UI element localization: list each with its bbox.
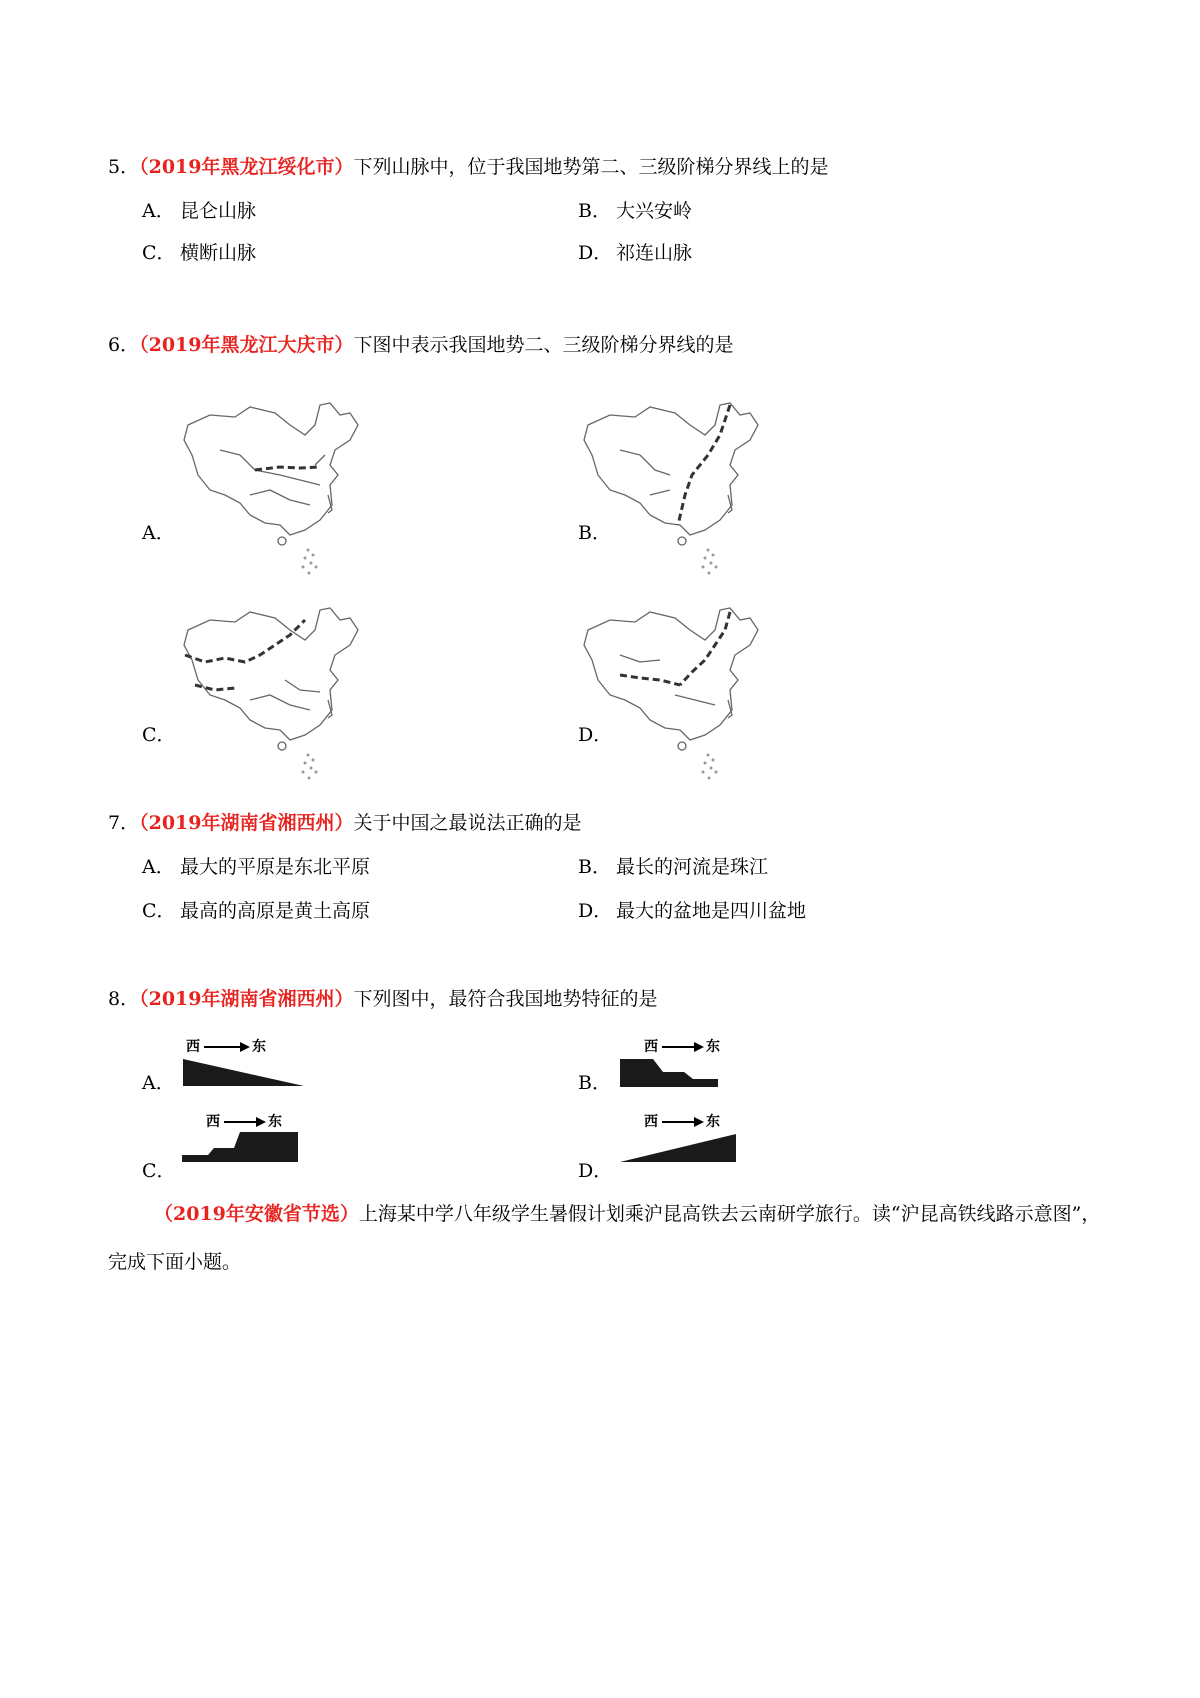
option-d[interactable]: D． 最大的盆地是四川盆地 (578, 900, 807, 922)
question-source: （2019年湖南省湘西州） (139, 812, 354, 834)
option-b[interactable]: B． (578, 522, 611, 544)
option-b[interactable]: B． 最长的河流是珠江 (578, 856, 769, 878)
passage-text: 上海某中学八年级学生暑假计划乘沪昆高铁去云南研学旅行。读“沪昆高铁线路示意图”，完成下面小题。 (108, 1203, 1101, 1273)
option-d[interactable]: D． (578, 724, 613, 746)
question-6-stem (108, 332, 734, 358)
option-c[interactable]: C． 最高的高原是黄土高原 (142, 900, 371, 922)
option-b[interactable]: B． 大兴安岭 (578, 200, 693, 222)
option-d[interactable]: D． (578, 1160, 613, 1182)
question-7-stem (108, 810, 582, 836)
china-map-b (580, 395, 780, 585)
china-map-c (180, 600, 380, 790)
terrain-profile-c (180, 1110, 310, 1165)
option-c[interactable]: C． (142, 1160, 176, 1182)
question-text: 下列图中，最符合我国地势特征的是 (353, 988, 658, 1010)
question-number: 7． (108, 812, 140, 834)
question-number: 6． (108, 334, 140, 356)
west-label: 西 (186, 1039, 200, 1055)
china-map-a (180, 395, 380, 585)
question-number: 8． (108, 988, 140, 1010)
question-source: （2019年黑龙江大庆市） (139, 334, 354, 356)
option-c[interactable]: C． 横断山脉 (142, 242, 257, 264)
question-text: 关于中国之最说法正确的是 (353, 812, 582, 834)
east-label: 东 (706, 1039, 720, 1055)
question-5-stem (108, 154, 829, 180)
option-a[interactable]: A． (142, 1072, 175, 1094)
east-label: 东 (252, 1039, 266, 1055)
west-label: 西 (206, 1114, 220, 1130)
west-label: 西 (644, 1114, 658, 1130)
question-number: 5． (108, 156, 140, 178)
reading-passage (108, 1190, 1108, 1286)
terrain-profile-a (180, 1035, 310, 1090)
terrain-profile-d (618, 1110, 748, 1165)
question-text: 下图中表示我国地势二、三级阶梯分界线的是 (353, 334, 734, 356)
east-label: 东 (268, 1114, 282, 1130)
question-text: 下列山脉中，位于我国地势第二、三级阶梯分界线上的是 (353, 156, 829, 178)
option-a[interactable]: A． 最大的平原是东北平原 (142, 856, 371, 878)
west-label: 西 (644, 1039, 658, 1055)
terrain-profile-b (618, 1035, 748, 1090)
option-c[interactable]: C． (142, 724, 176, 746)
option-a[interactable]: A． 昆仑山脉 (142, 200, 257, 222)
option-d[interactable]: D． 祁连山脉 (578, 242, 693, 264)
question-8-stem (108, 986, 658, 1012)
passage-source: （2019年安徽省节选） (154, 1203, 359, 1225)
china-map-d (580, 600, 780, 790)
east-label: 东 (706, 1114, 720, 1130)
question-source: （2019年湖南省湘西州） (139, 988, 354, 1010)
question-source: （2019年黑龙江绥化市） (139, 156, 354, 178)
option-b[interactable]: B． (578, 1072, 611, 1094)
option-a[interactable]: A． (142, 522, 175, 544)
